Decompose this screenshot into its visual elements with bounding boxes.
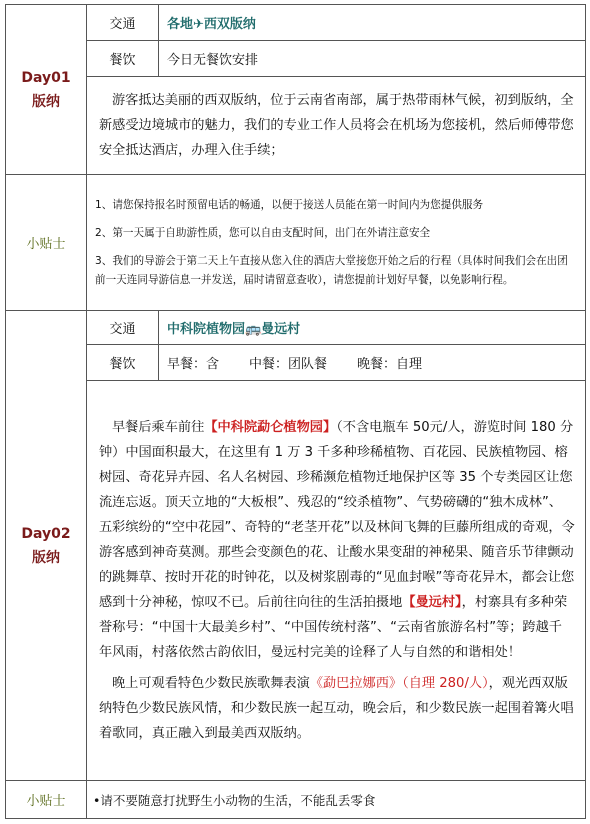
tips1-item-2: 2、第一天属于自助游性质，您可以自由支配时间，出门在外请注意安全 xyxy=(95,226,431,239)
tips1-label: 小贴士 xyxy=(6,175,87,311)
tips1-content xyxy=(87,175,586,311)
tips2-item: •请不要随意打扰野生小动物的生活，不能乱丢零食 xyxy=(87,781,586,819)
day01-meal-label: 餐饮 xyxy=(87,41,159,77)
tips2-row xyxy=(6,781,586,819)
day01-transport-row xyxy=(6,5,586,41)
day01-description-text: 游客抵达美丽的西双版纳，位于云南省南部，属于热带雨林气候，初到版纳，全新感受边境城市的魅力，我们的专业工作人员将会在机场为您接机，然后师傅带您安全抵达酒店，办理入住手续； xyxy=(99,93,574,158)
day02-meal-value xyxy=(159,345,586,381)
day01-meal-row xyxy=(6,41,586,77)
day02-p2-text-b: ，观光西双版纳特色少数民族风情，和少数民族一起互动，晚会后，和少数民族一起围着篝火唱着歌同，真正融入到最美西双版纳。 xyxy=(99,676,574,741)
day02-p1-text-c: ，村寨具有多种荣誉称号：“中国十大最美乡村”、“中国传统村落”、“云南省旅游名村”等；跨越千年风雨，村落依然古韵依旧，曼远村完美的诠释了人与自然的和谐相处！ xyxy=(99,595,568,660)
tips1-row xyxy=(6,175,586,311)
day02-paragraph-1 xyxy=(99,415,575,665)
day02-highlight-manyuan-village: 【曼远村】 xyxy=(402,595,462,610)
day02-day-cell xyxy=(6,311,87,781)
itinerary-table xyxy=(5,4,586,819)
day02-p1-text-b: （不含电瓶车 50元/人，游览时间 180 分钟）中国面积最大，在这里有 1 万 3 千多种珍稀植物、百花园、民族植物园、榕树园、奇花异卉园、名人名树园、珍稀濒危植物迁地保护区等 35 个专类园区让您流连忘返。顶天立地的“大板根”、残忍的“绞杀植物”、气势磅礴的“独木成林”、五彩缤纷的“空中花园”、奇特的“老茎开花”以及林间飞舞的巨藤所组成的奇观，令游客感到神奇莫测。那些会变颜色的花、让酸水果变甜的神秘果、随音乐节律颤动的跳舞草、按时开花的时钟花，以及树浆剧毒的“见血封喉”等奇花异木，都会让您感到十分神秘，惊叹不已。后前往向往的生活拍摄地 xyxy=(99,420,575,610)
day02-meal-label: 餐饮 xyxy=(87,345,159,381)
day02-dinner: 晚餐：自理 xyxy=(357,357,423,372)
day02-p1-text-a: 早餐后乘车前往 xyxy=(112,420,205,435)
itinerary-page xyxy=(5,4,586,819)
day02-highlight-show: 《勐巴拉娜西》（自理 280/人） xyxy=(309,676,489,691)
day01-transport-value: 各地✈西双版纳 xyxy=(159,5,586,41)
day02-day-label: Day02 xyxy=(21,525,71,542)
day01-description-row xyxy=(6,77,586,175)
day02-description-row xyxy=(6,381,586,781)
day02-highlight-botanical-garden: 【中科院勐仑植物园】 xyxy=(204,420,337,435)
day01-description xyxy=(87,77,586,175)
day02-paragraph-2 xyxy=(99,671,575,746)
day02-transport-row xyxy=(6,311,586,345)
day02-lunch: 中餐：团队餐 xyxy=(249,357,328,372)
day02-description xyxy=(87,381,586,781)
day01-meal-value: 今日无餐饮安排 xyxy=(159,41,586,77)
tips1-item-1: 1、请您保持报名时预留电话的畅通，以便于接送人员能在第一时间内为您提供服务 xyxy=(95,198,484,211)
day02-breakfast: 早餐：含 xyxy=(167,357,220,372)
day01-day-label: Day01 xyxy=(21,69,71,86)
day02-transport-label: 交通 xyxy=(87,311,159,345)
tips1-item-3: 3、我们的导游会于第二天上午直接从您入住的酒店大堂接您开始之后的行程（具体时间我们会在出团前一天连同导游信息一并发送，届时请留意查收），请您提前计划好早餐，以免影响行程。 xyxy=(95,254,568,286)
day02-p2-text-a: 晚上可观看特色少数民族歌舞表演 xyxy=(112,676,310,691)
tips2-label: 小贴士 xyxy=(6,781,87,819)
day01-day-cell xyxy=(6,5,87,175)
day01-place-label: 版纳 xyxy=(32,93,60,110)
day02-place-label: 版纳 xyxy=(32,549,60,566)
day01-transport-label: 交通 xyxy=(87,5,159,41)
day02-transport-value: 中科院植物园🚌曼远村 xyxy=(159,311,586,345)
day02-meal-row xyxy=(6,345,586,381)
